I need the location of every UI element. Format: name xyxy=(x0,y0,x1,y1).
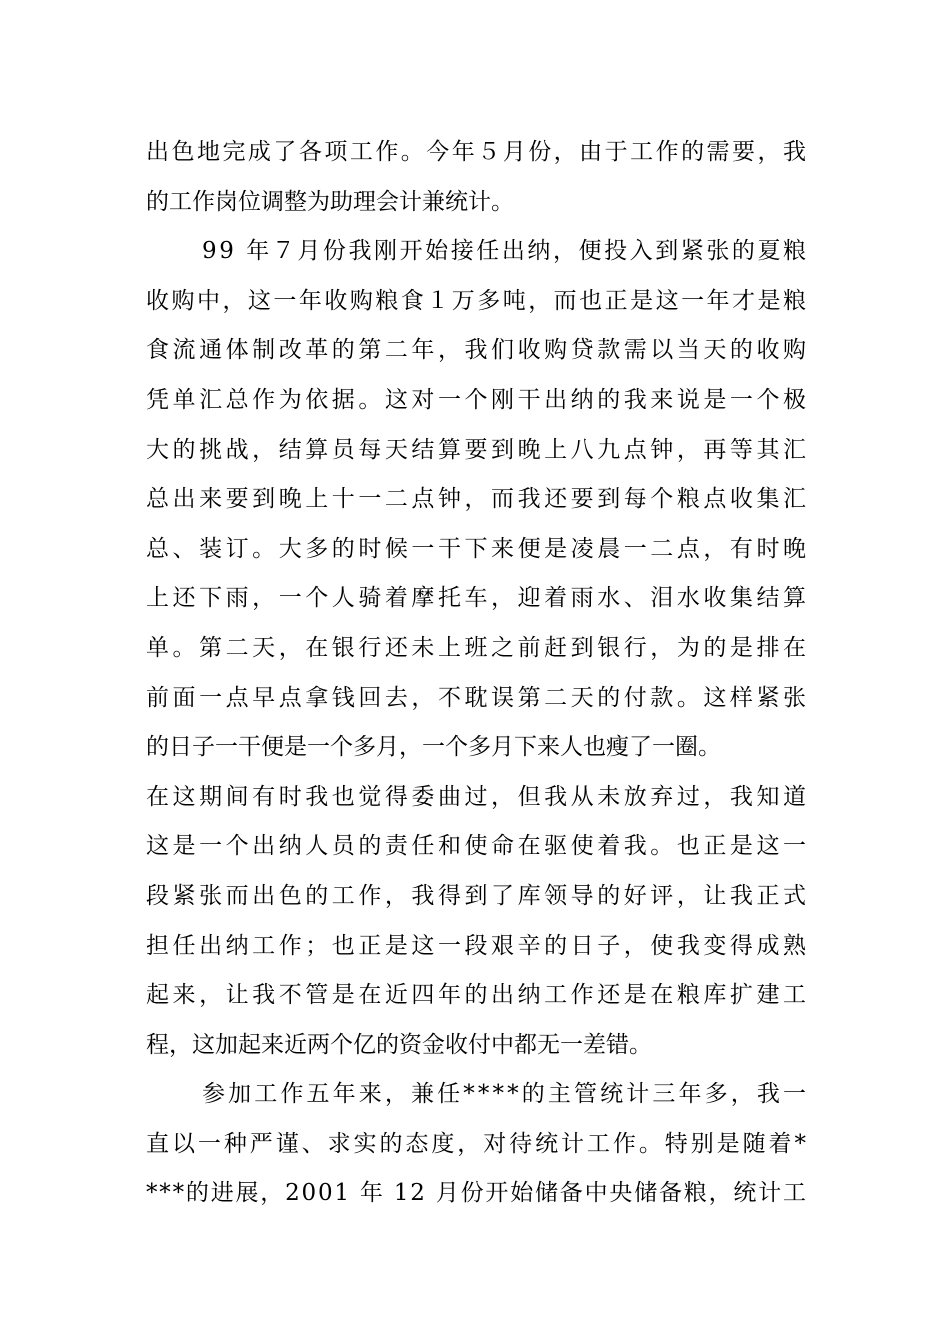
text-line: 的日子一干便是一个多月，一个多月下来人也瘦了一圈。 xyxy=(146,734,721,761)
text-line: 的工作岗位调整为助理会计兼统计。 xyxy=(146,188,514,215)
text-line: 总、装订。大多的时候一干下来便是凌晨一二点，有时晚 xyxy=(146,535,810,562)
text-line: ***的进展，2001 年 12 月份开始储备中央储备粮，统计工 xyxy=(146,1180,808,1207)
text-line: 程，这加起来近两个亿的资金收付中都无一差错。 xyxy=(146,1031,652,1058)
text-line: 食流通体制改革的第二年，我们收购贷款需以当天的收购 xyxy=(146,337,810,364)
text-line: 直以一种严谨、求实的态度，对待统计工作。特别是随着* xyxy=(146,1130,809,1157)
text-line: 前面一点早点拿钱回去，不耽误第二天的付款。这样紧张 xyxy=(146,684,810,711)
text-line: 凭单汇总作为依据。这对一个刚干出纳的我来说是一个极 xyxy=(146,386,810,413)
text-line: 段紧张而出色的工作，我得到了库领导的好评，让我正式 xyxy=(146,882,810,909)
text-line: 在这期间有时我也觉得委曲过，但我从未放弃过，我知道 xyxy=(146,783,810,810)
text-line: 单。第二天，在银行还未上班之前赶到银行，为的是排在 xyxy=(146,634,810,661)
text-line: 这是一个出纳人员的责任和使命在驱使着我。也正是这一 xyxy=(146,833,810,860)
text-line: 起来，让我不管是在近四年的出纳工作还是在粮库扩建工 xyxy=(146,982,810,1009)
text-line: 上还下雨，一个人骑着摩托车，迎着雨水、泪水收集结算 xyxy=(146,585,810,612)
paragraph-first-line: 99 年７月份我刚开始接任出纳，便投入到紧张的夏粮 xyxy=(202,238,809,265)
text-line: 出色地完成了各项工作。今年５月份，由于工作的需要，我 xyxy=(146,139,809,165)
text-line: 总出来要到晚上十一二点钟，而我还要到每个粮点收集汇 xyxy=(146,486,810,513)
text-line: 收购中，这一年收购粮食１万多吨，而也正是这一年才是粮 xyxy=(146,287,809,314)
text-line: 担任出纳工作；也正是这一段艰辛的日子，使我变得成熟 xyxy=(146,932,810,959)
paragraph-first-line: 参加工作五年来，兼任****的主管统计三年多，我一 xyxy=(202,1081,810,1108)
text-line: 大的挑战，结算员每天结算要到晚上八九点钟，再等其汇 xyxy=(146,436,810,463)
document-body xyxy=(146,128,810,1219)
